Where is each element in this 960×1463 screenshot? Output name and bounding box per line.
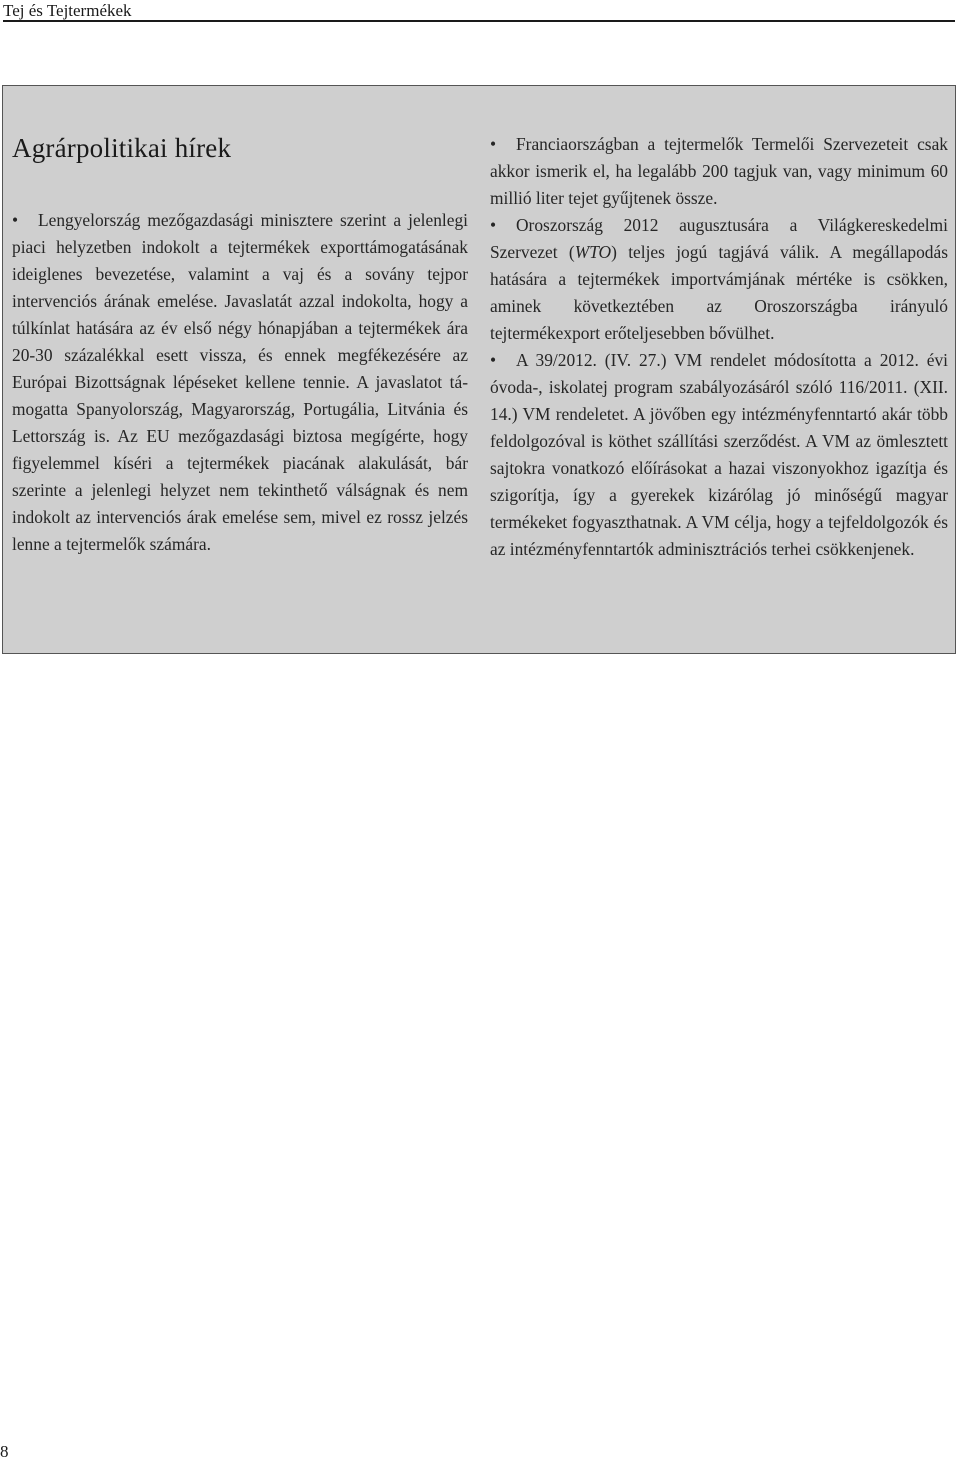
left-column	[12, 207, 468, 558]
news-item-decree-text: A 39/2012. (IV. 27.) VM rendelet módosította a 2012. évi óvoda-, iskolatej program szabályozásáról szóló 116/2011. (XII. 14.) VM rendeletet. A jövőben egy intézményfenntartó akár több feldolgozóval is köthet szállítási szerződést. A VM az ömlesztett sajtokra vonatkozó előírásokat a hazai viszonyokhoz igazítja és szigorítja, így a gyerekek kizárólag jó minőségű magyar termékeket fogyaszthatnak. A VM célja, hogy a tejfeldolgozók és az intézményfenntartók adminisztrációs terhei csökkenjenek.	[490, 350, 948, 559]
news-item-russia-text-after: ) teljes jogú tagjává válik. A megállapodás hatására a tejtermékek importvámjának mértéke is csökken, aminek következtében az Oroszországba irányuló tejtermékexport erőteljesebben bővülhet.	[490, 242, 948, 343]
right-column	[490, 131, 948, 563]
news-item-france	[490, 131, 948, 212]
news-item-decree	[490, 347, 948, 563]
news-item-poland	[12, 207, 468, 558]
news-item-russia-text-before: Oroszország 2012 augusztusára a Világkereskedelmi Szervezet (	[490, 215, 948, 262]
running-header-title: Tej és Tejtermékek	[3, 1, 132, 20]
bullet-icon: •	[12, 210, 19, 230]
bullet-icon: •	[490, 134, 497, 154]
bullet-icon: •	[490, 215, 497, 235]
page-number: 8	[0, 1442, 9, 1461]
news-item-france-text: Franciaországban a tejtermelők Termelői Szervezeteit csak akkor ismerik el, ha legalább 200 tagjuk van, vagy minimum 60 millió liter tejet gyűjtenek össze.	[490, 134, 948, 208]
news-item-poland-text: Lengyelország mezőgazdasági minisztere szerint a jelenlegi piaci helyzetben indokolt a tejtermékek exporttámogatásának ideiglenes bevezetése, valamint a vaj és a sovány tejpor intervenciós árának emelése. Javaslatát azzal indokolta, hogy a túlkínlat hatására az év első négy hónapjában a tejtermékek ára 20-30 százalékkal esett vissza, és ennek megfékezésére az Európai Bizottságnak lépéseket kellene tennie. A javaslatot támogatta Spanyolország, Magyarország, Portugália, Litvánia és Lettország is. Az EU mezőgazdasági biztosa megígérte, hogy figyelemmel kíséri a tejtermékek piacának alakulását, bár szerinte a jelenlegi helyzet nem tekinthető válságnak és nem indokolt az intervenciós árak emelése sem, mivel ez rossz jelzés lenne a tejtermelők számára.	[12, 210, 468, 554]
news-box	[2, 85, 956, 654]
section-title: Agrárpolitikai hírek	[12, 133, 232, 163]
bullet-icon: •	[490, 350, 497, 370]
wto-abbreviation: WTO	[574, 242, 612, 262]
news-item-russia	[490, 212, 948, 347]
running-header	[3, 0, 955, 22]
